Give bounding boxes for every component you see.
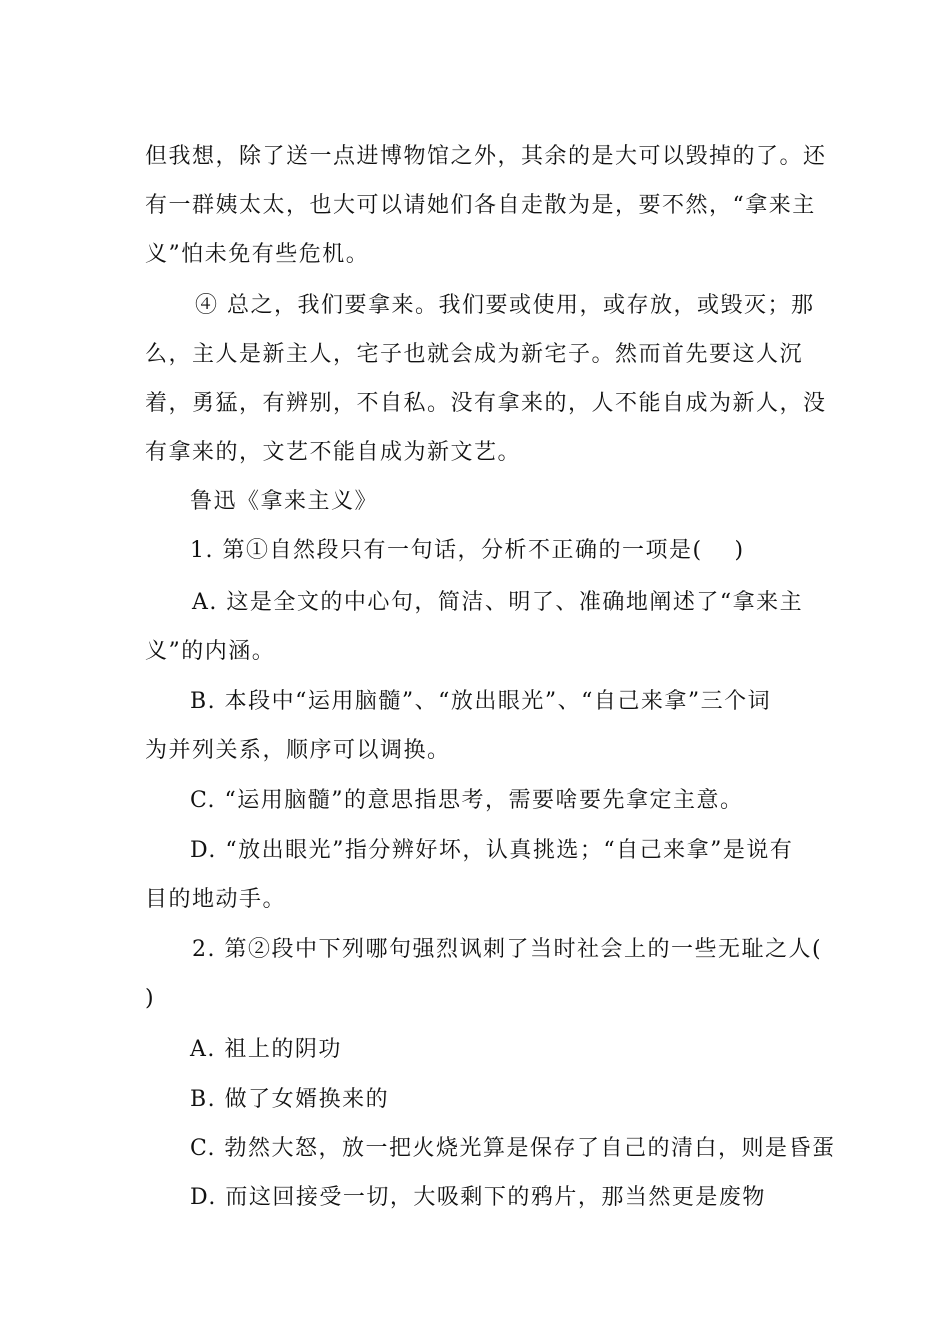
passage-line: ④ 总之，我们要拿来。我们要或使用，或存放，或毁灭；那 xyxy=(195,293,815,318)
question-1-option-c: C. “运用脑髓”的意思指思考，需要啥要先拿定主意。 xyxy=(190,788,744,813)
question-2-stem: 2. 第②段中下列哪句强烈讽刺了当时社会上的一些无耻之人( xyxy=(192,937,823,962)
passage-line: 但我想，除了送一点进博物馆之外，其余的是大可以毁掉的了。还 xyxy=(145,144,827,169)
question-2-option-d: D. 而这回接受一切，大吸剩下的鸦片，那当然更是废物 xyxy=(190,1185,766,1210)
question-1-option-b-cont: 为并列关系，顺序可以调换。 xyxy=(145,738,451,763)
question-1-option-d-cont: 目的地动手。 xyxy=(145,887,287,912)
passage-line: 有一群姨太太，也大可以请她们各自走散为是，要不然，“拿来主 xyxy=(145,193,816,218)
question-2-option-a: A. 祖上的阴功 xyxy=(190,1037,342,1062)
question-1-option-b: B. 本段中“运用脑髓”、“放出眼光”、“自己来拿”三个词 xyxy=(190,689,772,714)
question-2-option-b: B. 做了女婿换来的 xyxy=(190,1087,390,1112)
question-1-option-d: D. “放出眼光”指分辨好坏，认真挑选；“自己来拿”是说有 xyxy=(190,838,794,863)
question-2-stem-cont: ) xyxy=(145,986,156,1011)
question-2-option-c: C. 勃然大怒，放一把火烧光算是保存了自己的清白，则是昏蛋 xyxy=(190,1136,836,1161)
source-citation: 鲁迅《拿来主义》 xyxy=(190,489,379,514)
passage-line: 着，勇猛，有辨别，不自私。没有拿来的，人不能自成为新人，没 xyxy=(145,391,827,416)
passage-line: 义”怕未免有些危机。 xyxy=(145,242,370,267)
passage-line: 么，主人是新主人，宅子也就会成为新宅子。然而首先要这人沉 xyxy=(145,342,804,367)
question-1-option-a-cont: 义”的内涵。 xyxy=(145,639,276,664)
question-1-stem: 1. 第①自然段只有一句话，分析不正确的一项是( ) xyxy=(190,538,745,563)
passage-line: 有拿来的，文艺不能自成为新文艺。 xyxy=(145,440,522,465)
question-1-option-a: A. 这是全文的中心句，简洁、明了、准确地阐述了“拿来主 xyxy=(192,590,804,615)
